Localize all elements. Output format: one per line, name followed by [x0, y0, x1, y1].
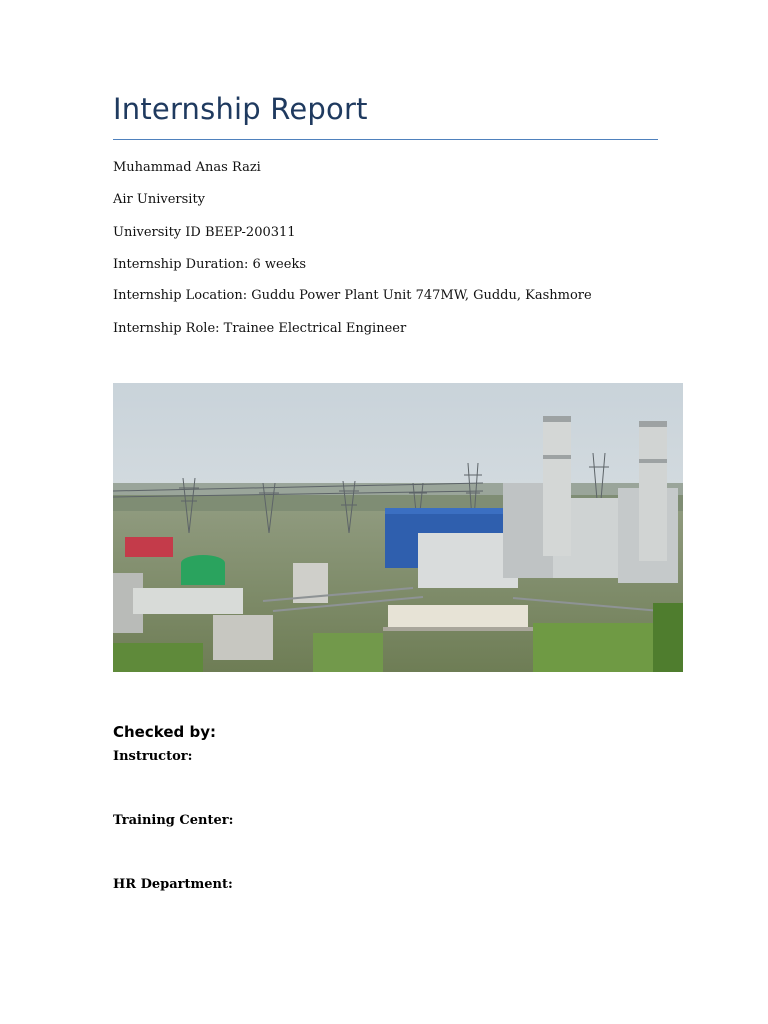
university-id: University ID BEEP-200311: [113, 225, 296, 240]
page-title: Internship Report: [113, 92, 368, 126]
title-divider: [113, 139, 658, 140]
internship-role: Internship Role: Trainee Electrical Engineer: [113, 321, 407, 336]
internship-location: Internship Location: Guddu Power Plant Unit 747MW, Guddu, Kashmore: [113, 288, 592, 303]
instructor-label: Instructor:: [113, 749, 193, 764]
hr-department-label: HR Department:: [113, 877, 233, 892]
power-plant-photo: [113, 383, 683, 672]
student-name: Muhammad Anas Razi: [113, 160, 261, 175]
internship-duration: Internship Duration: 6 weeks: [113, 257, 306, 272]
university: Air University: [113, 192, 206, 207]
checked-by-heading: Checked by:: [113, 723, 216, 741]
training-center-label: Training Center:: [113, 813, 234, 828]
